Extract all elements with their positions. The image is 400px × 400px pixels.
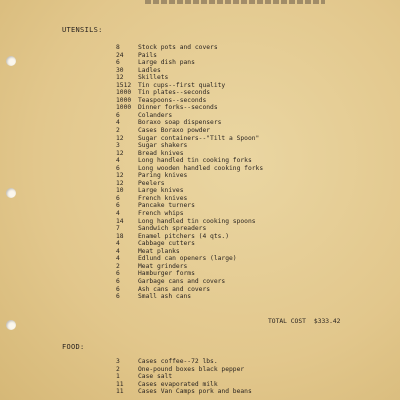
item-description: Colanders bbox=[138, 111, 173, 119]
item-description: Sugar containers--"Tilt a Spoon" bbox=[138, 134, 260, 142]
item-description: Edlund can openers (large) bbox=[138, 255, 237, 263]
list-item bbox=[116, 172, 263, 180]
list-item bbox=[116, 187, 263, 195]
list-item bbox=[116, 248, 263, 256]
item-quantity: 6 bbox=[116, 285, 120, 293]
item-quantity: 24 bbox=[116, 51, 124, 59]
food-list bbox=[116, 358, 252, 396]
list-item bbox=[116, 263, 263, 271]
food-heading: FOOD: bbox=[62, 343, 85, 351]
list-item bbox=[116, 366, 252, 374]
list-item bbox=[116, 286, 263, 294]
list-item bbox=[116, 255, 263, 263]
item-quantity: 7 bbox=[116, 225, 120, 233]
item-description: Case salt bbox=[138, 373, 173, 381]
item-quantity: 2 bbox=[116, 262, 120, 270]
list-item bbox=[116, 74, 263, 82]
item-quantity: 10 bbox=[116, 187, 124, 195]
utensils-heading: UTENSILS: bbox=[62, 26, 103, 34]
header-title-cutoff bbox=[145, 0, 325, 4]
item-description: Meat grinders bbox=[138, 262, 188, 270]
list-item bbox=[116, 165, 263, 173]
item-description: Teaspoons--seconds bbox=[138, 96, 207, 104]
punch-hole bbox=[6, 56, 16, 66]
list-item bbox=[116, 44, 263, 52]
item-quantity: 11 bbox=[116, 388, 124, 396]
punch-hole bbox=[6, 188, 16, 198]
item-description: Hamburger forms bbox=[138, 270, 195, 278]
list-item bbox=[116, 157, 263, 165]
list-item bbox=[116, 381, 252, 389]
list-item bbox=[116, 210, 263, 218]
item-description: Enamel pitchers (4 qts.) bbox=[138, 232, 229, 240]
item-quantity: 6 bbox=[116, 194, 120, 202]
list-item bbox=[116, 225, 263, 233]
total-cost bbox=[268, 318, 340, 325]
item-quantity: 6 bbox=[116, 277, 120, 285]
list-item bbox=[116, 180, 263, 188]
item-description: French whips bbox=[138, 210, 184, 218]
item-quantity: 14 bbox=[116, 217, 124, 225]
item-description: Large knives bbox=[138, 187, 184, 195]
item-description: Long handled tin cooking forks bbox=[138, 157, 252, 165]
item-quantity: 3 bbox=[116, 142, 120, 150]
item-description: Long wooden handled cooking forks bbox=[138, 164, 264, 172]
item-description: Ash cans and covers bbox=[138, 285, 211, 293]
item-quantity: 4 bbox=[116, 157, 120, 165]
item-quantity: 2 bbox=[116, 365, 120, 373]
list-item bbox=[116, 195, 263, 203]
list-item bbox=[116, 82, 263, 90]
total-cost-value: $333.42 bbox=[313, 318, 341, 325]
item-quantity: 1000 bbox=[116, 89, 132, 97]
list-item bbox=[116, 388, 252, 396]
item-quantity: 1 bbox=[116, 373, 120, 381]
list-item bbox=[116, 142, 263, 150]
item-description: Boraxo soap dispensers bbox=[138, 119, 222, 127]
list-item bbox=[116, 112, 263, 120]
list-item bbox=[116, 270, 263, 278]
list-item bbox=[116, 233, 263, 241]
item-quantity: 4 bbox=[116, 255, 120, 263]
item-quantity: 4 bbox=[116, 240, 120, 248]
item-description: Meat planks bbox=[138, 247, 180, 255]
item-quantity: 6 bbox=[116, 270, 120, 278]
list-item bbox=[116, 119, 263, 127]
list-item bbox=[116, 52, 263, 60]
item-quantity: 12 bbox=[116, 149, 124, 157]
punch-hole bbox=[6, 320, 16, 330]
item-quantity: 6 bbox=[116, 293, 120, 301]
list-item bbox=[116, 104, 263, 112]
item-description: Pancake turners bbox=[138, 202, 195, 210]
item-description: Cases coffee--72 lbs. bbox=[138, 358, 218, 365]
item-quantity: 4 bbox=[116, 210, 120, 218]
item-description: Cases Boraxo powder bbox=[138, 127, 211, 135]
utensils-list bbox=[116, 44, 263, 301]
list-item bbox=[116, 202, 263, 210]
item-description: Small ash cans bbox=[138, 293, 192, 301]
item-quantity: 30 bbox=[116, 66, 124, 74]
item-quantity: 6 bbox=[116, 202, 120, 210]
item-description: Tin plates--seconds bbox=[138, 89, 211, 97]
item-description: Garbage cans and covers bbox=[138, 277, 226, 285]
item-description: Skillets bbox=[138, 74, 169, 82]
total-cost-label: TOTAL COST bbox=[268, 318, 306, 325]
list-item bbox=[116, 358, 252, 366]
item-description: Sandwich spreaders bbox=[138, 225, 207, 233]
list-item bbox=[116, 373, 252, 381]
item-description: One-pound boxes black pepper bbox=[138, 365, 245, 373]
item-quantity: 1000 bbox=[116, 96, 132, 104]
item-quantity: 6 bbox=[116, 164, 120, 172]
item-description: Stock pots and covers bbox=[138, 44, 218, 51]
item-description: Bread knives bbox=[138, 149, 184, 157]
item-description: Tin cups--first quality bbox=[138, 81, 226, 89]
list-item bbox=[116, 218, 263, 226]
item-quantity: 3 bbox=[116, 358, 120, 365]
item-description: Paring knives bbox=[138, 172, 188, 180]
item-quantity: 1000 bbox=[116, 104, 132, 112]
item-description: Peelers bbox=[138, 179, 165, 187]
item-description: Cases evaporated milk bbox=[138, 380, 218, 388]
item-quantity: 12 bbox=[116, 179, 124, 187]
item-description: Ladles bbox=[138, 66, 161, 74]
list-item bbox=[116, 97, 263, 105]
list-item bbox=[116, 89, 263, 97]
item-description: Cases Van Camps pork and beans bbox=[138, 388, 252, 396]
item-quantity: 11 bbox=[116, 380, 124, 388]
list-item bbox=[116, 67, 263, 75]
item-quantity: 4 bbox=[116, 119, 120, 127]
item-quantity: 2 bbox=[116, 127, 120, 135]
list-item bbox=[116, 150, 263, 158]
item-description: Dinner forks--seconds bbox=[138, 104, 218, 112]
list-item bbox=[116, 240, 263, 248]
item-quantity: 4 bbox=[116, 247, 120, 255]
item-description: Sugar shakers bbox=[138, 142, 188, 150]
item-description: Cabbage cutters bbox=[138, 240, 195, 248]
item-description: Long handled tin cooking spoons bbox=[138, 217, 256, 225]
item-quantity: 12 bbox=[116, 172, 124, 180]
item-description: French knives bbox=[138, 194, 188, 202]
list-item bbox=[116, 293, 263, 301]
list-item bbox=[116, 278, 263, 286]
item-quantity: 12 bbox=[116, 74, 124, 82]
item-quantity: 18 bbox=[116, 232, 124, 240]
item-quantity: 6 bbox=[116, 59, 120, 67]
item-description: Pails bbox=[138, 51, 157, 59]
item-description: Large dish pans bbox=[138, 59, 195, 67]
list-item bbox=[116, 135, 263, 143]
item-quantity: 8 bbox=[116, 44, 120, 51]
item-quantity: 1512 bbox=[116, 81, 132, 89]
item-quantity: 12 bbox=[116, 134, 124, 142]
item-quantity: 6 bbox=[116, 111, 120, 119]
list-item bbox=[116, 59, 263, 67]
list-item bbox=[116, 127, 263, 135]
